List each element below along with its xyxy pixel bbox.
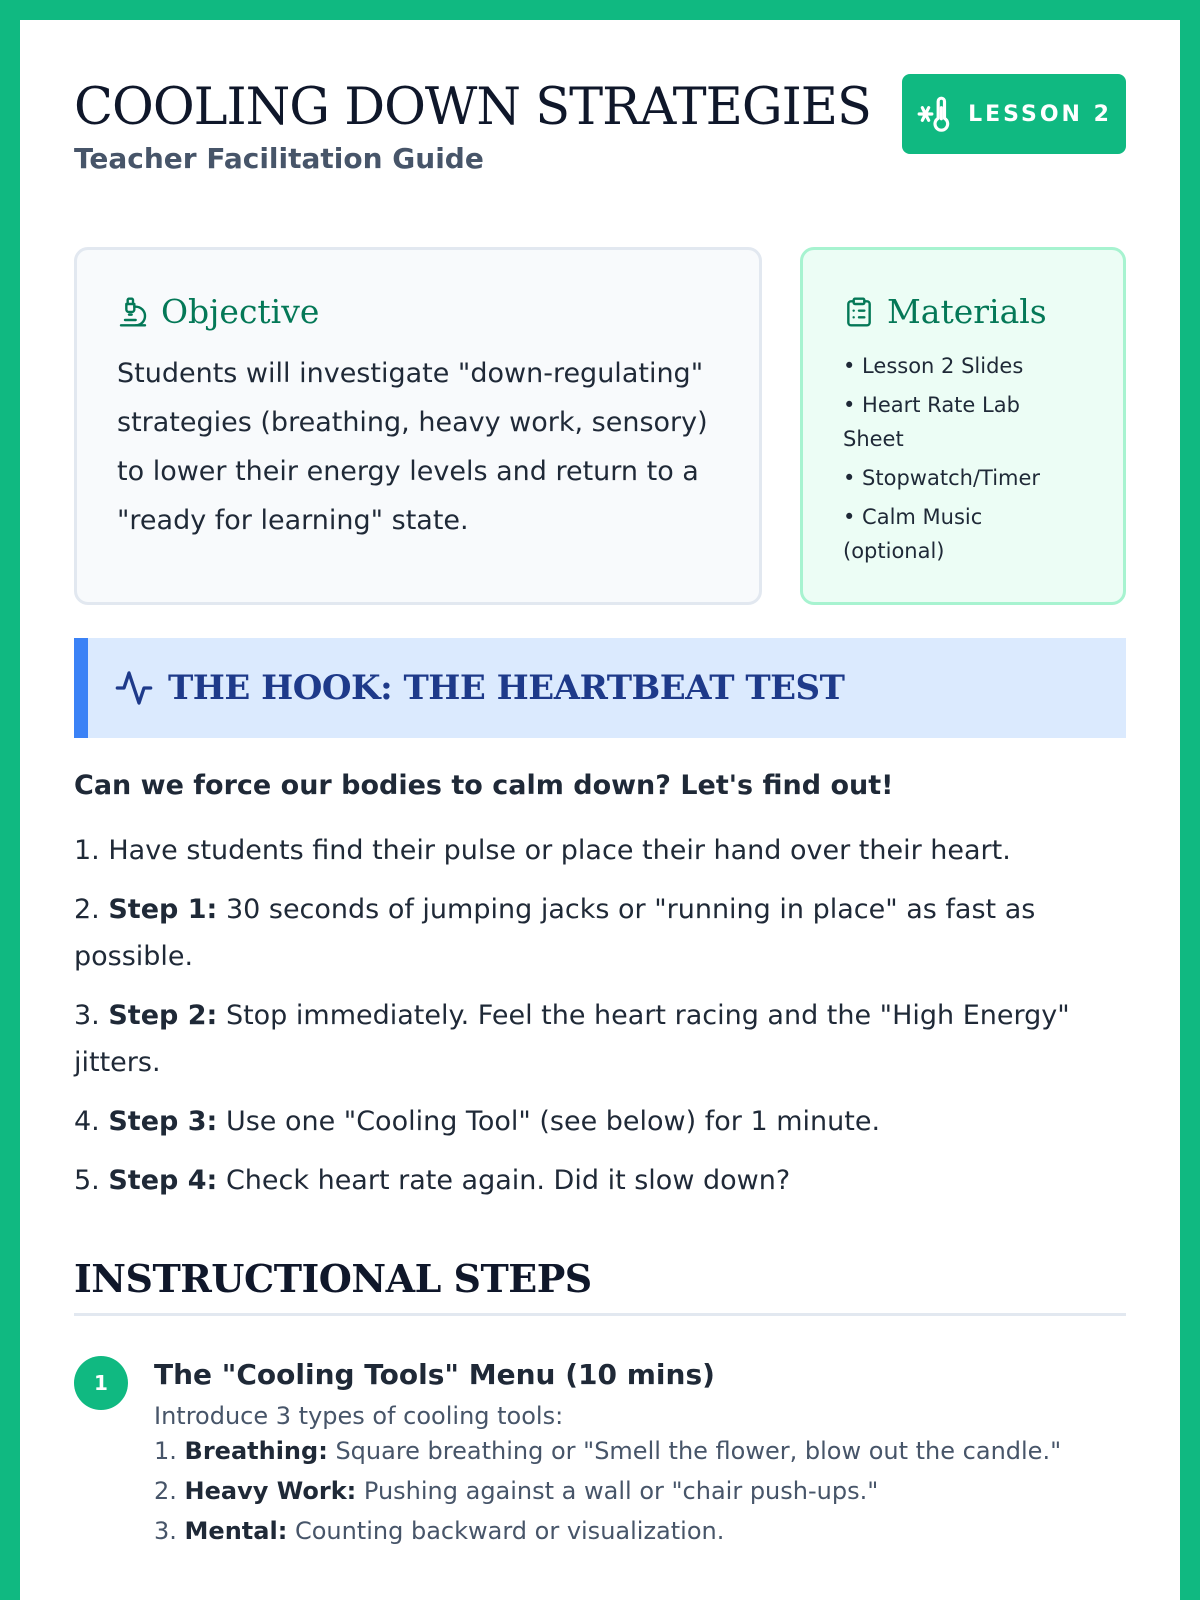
hook-step-text: 30 seconds of jumping jacks or "running in place" as fast as possible. bbox=[74, 894, 1036, 972]
tool-text: Square breathing or "Smell the flower, blow out the candle." bbox=[335, 1437, 1062, 1465]
hook-step bbox=[74, 1098, 1126, 1145]
hook-step bbox=[74, 886, 1126, 980]
cooling-tool-item bbox=[154, 1471, 1061, 1511]
materials-item: • Heart Rate Lab Sheet bbox=[843, 393, 1020, 451]
step-body bbox=[154, 1358, 1061, 1551]
activity-pulse-icon bbox=[114, 668, 154, 708]
hook-step-number: 2. bbox=[74, 894, 100, 925]
hook-step-text: Have students find their pulse or place their hand over their heart. bbox=[108, 835, 1011, 866]
materials-card bbox=[800, 247, 1126, 605]
lesson-badge-label: LESSON 2 bbox=[968, 101, 1112, 127]
hook-banner bbox=[74, 638, 1126, 738]
objective-text: Students will investigate "down-regulating" strategies (breathing, heavy work, sensory) to lower their energy levels and return to a "ready for learning" state. bbox=[117, 358, 708, 536]
hook-step-number: 1. bbox=[74, 835, 100, 866]
hook-step-label: Step 1: bbox=[108, 894, 218, 925]
step-title: The "Cooling Tools" Menu (10 mins) bbox=[154, 1358, 715, 1391]
hook-step-label: Step 3: bbox=[108, 1106, 218, 1137]
page-subtitle: Teacher Facilitation Guide bbox=[74, 142, 484, 175]
hook-step-label: Step 4: bbox=[108, 1165, 218, 1196]
clipboard-list-icon bbox=[843, 296, 875, 328]
hook-step-label: Step 2: bbox=[108, 1000, 218, 1031]
hook-step-number: 5. bbox=[74, 1165, 100, 1196]
objective-heading-label: Objective bbox=[161, 292, 320, 331]
objective-card bbox=[74, 247, 762, 605]
hook-step-number: 4. bbox=[74, 1106, 100, 1137]
materials-heading-label: Materials bbox=[887, 292, 1047, 331]
instructional-steps-heading: INSTRUCTIONAL STEPS bbox=[74, 1256, 1126, 1316]
hook-step bbox=[74, 992, 1126, 1086]
tool-number: 1. bbox=[154, 1437, 177, 1465]
hook-step-text: Stop immediately. Feel the heart racing and the "High Energy" jitters. bbox=[74, 1000, 1070, 1078]
materials-heading bbox=[843, 292, 1083, 331]
step-intro: Introduce 3 types of cooling tools: bbox=[154, 1402, 564, 1430]
hook-title: THE HOOK: THE HEARTBEAT TEST bbox=[168, 668, 845, 708]
cooling-tools-list bbox=[154, 1431, 1061, 1551]
lesson-guide-page bbox=[20, 20, 1180, 1600]
instructional-step bbox=[74, 1356, 1126, 1551]
page-title: COOLING DOWN STRATEGIES bbox=[74, 78, 871, 137]
tool-label: Mental: bbox=[184, 1517, 288, 1545]
hook-step-text: Check heart rate again. Did it slow down? bbox=[225, 1165, 791, 1196]
page-header bbox=[74, 20, 1126, 225]
hook-steps-list bbox=[74, 827, 1126, 1204]
step-number-badge: 1 bbox=[74, 1356, 128, 1410]
hook-step-text: Use one "Cooling Tool" (see below) for 1 minute. bbox=[225, 1106, 881, 1137]
thermometer-snowflake-icon bbox=[916, 95, 954, 133]
tool-number: 3. bbox=[154, 1517, 177, 1545]
cooling-tool-item bbox=[154, 1511, 1061, 1551]
lesson-badge bbox=[902, 74, 1126, 154]
microscope-icon bbox=[117, 296, 149, 328]
tool-label: Breathing: bbox=[184, 1437, 328, 1465]
materials-item: • Lesson 2 Slides bbox=[843, 354, 1024, 378]
materials-list bbox=[843, 349, 1083, 568]
objective-heading bbox=[117, 292, 719, 331]
cooling-tool-item bbox=[154, 1431, 1061, 1471]
tool-label: Heavy Work: bbox=[184, 1477, 357, 1505]
tool-number: 2. bbox=[154, 1477, 177, 1505]
hook-step bbox=[74, 1157, 1126, 1204]
tool-text: Counting backward or visualization. bbox=[294, 1517, 725, 1545]
hook-step-number: 3. bbox=[74, 1000, 100, 1031]
hook-question: Can we force our bodies to calm down? Let's find out! bbox=[74, 770, 894, 801]
hook-step bbox=[74, 827, 1126, 874]
tool-text: Pushing against a wall or "chair push-ups." bbox=[363, 1477, 879, 1505]
materials-item: • Calm Music (optional) bbox=[843, 505, 983, 563]
info-cards bbox=[74, 225, 1126, 638]
materials-item: • Stopwatch/Timer bbox=[843, 466, 1041, 490]
